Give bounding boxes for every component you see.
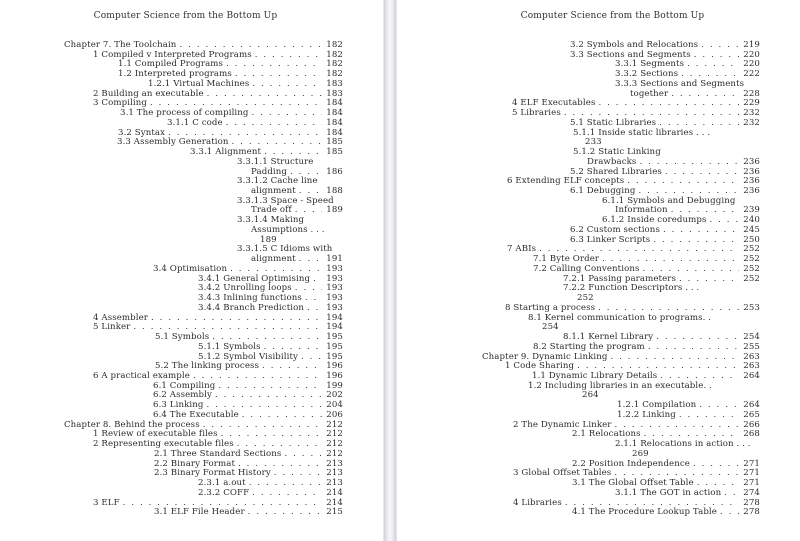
toc-entry-page-number: 254 xyxy=(743,332,760,343)
toc-entry-title: 3.1.1 The GOT in action xyxy=(615,487,722,498)
toc-entry-page-number: 236 xyxy=(743,176,760,187)
page-left xyxy=(0,0,383,541)
toc-entry-page-number: 255 xyxy=(743,341,760,352)
toc-entry-title: alignment xyxy=(251,186,296,197)
toc-entry-title: 8 Starting a process xyxy=(505,302,596,313)
toc-entry-title: 3.3.1.3 Space - Speed xyxy=(237,195,334,206)
toc-entry-title: 1 Review of executable files xyxy=(93,429,218,440)
toc-entry-page-number: 245 xyxy=(743,224,760,235)
toc-entry-title: 6.3 Linking xyxy=(153,400,204,411)
dot-leader xyxy=(215,391,322,401)
toc-entry-title: 8.1 Kernel communication to programs. . xyxy=(528,312,712,323)
toc-entry-page-number: 193 xyxy=(326,263,343,274)
dot-leader xyxy=(226,60,322,70)
toc-entry-page-number: 232 xyxy=(743,108,760,119)
toc-entry-title: 3.2 Syntax xyxy=(118,127,166,138)
toc-entry-title: 7.2 Calling Conventions xyxy=(533,263,640,274)
dot-leader xyxy=(610,353,739,363)
toc-entry-title: 2.2 Position Independence xyxy=(572,458,690,469)
toc-entry-page-number: 263 xyxy=(743,351,760,362)
toc-entry-page-number: 271 xyxy=(743,468,760,479)
toc-entry-page-number: 265 xyxy=(743,409,760,420)
toc-entry-title: 4 ELF Executables xyxy=(512,98,596,109)
toc-entry-title: 5.1.1 Inside static libraries . . . xyxy=(573,127,711,138)
toc-entry-page-number: 184 xyxy=(326,127,343,138)
toc-entry[interactable] xyxy=(482,284,760,294)
toc-entry-title: 4.1 The Procedure Lookup Table xyxy=(572,507,717,518)
toc-entry-title: 3.4.3 Inlining functions xyxy=(198,293,302,304)
toc-entry-title: 6 Extending ELF concepts xyxy=(507,176,625,187)
toc-entry-page-number: 220 xyxy=(743,59,760,70)
toc-entry-page-number: 252 xyxy=(743,263,760,274)
toc-entry-title: 3.3.1 Segments xyxy=(615,59,685,70)
toc-entry-title: 1.1 Dynamic Library Details xyxy=(532,370,658,381)
toc-entry-title: 3 Global Offset Tables xyxy=(513,468,612,479)
toc-entry[interactable] xyxy=(64,391,343,401)
page-right xyxy=(397,0,800,541)
toc-entry[interactable] xyxy=(482,440,760,450)
toc-entry-page-number: 212 xyxy=(326,429,343,440)
toc-entry-page-number: 212 xyxy=(326,448,343,459)
toc-entry[interactable] xyxy=(482,129,760,139)
toc-entry-page-number: 182 xyxy=(326,40,343,50)
toc-entry-title: Padding xyxy=(251,166,288,177)
toc-entry-page-number: 271 xyxy=(743,478,760,489)
toc-entry-page-number: 250 xyxy=(743,234,760,245)
dot-leader xyxy=(262,362,322,372)
dot-leader xyxy=(299,255,323,265)
toc-entry-title: 3.3 Assembly Generation xyxy=(117,137,229,148)
toc-entry-title: 8.1.1 Kernel Library xyxy=(563,332,654,343)
toc-entry-page-number: 268 xyxy=(743,429,760,440)
toc-entry-page-number: 204 xyxy=(326,400,343,411)
toc-entry-page-number: 182 xyxy=(326,69,343,80)
toc-entry-page-number: 184 xyxy=(326,117,343,128)
toc-entry-title: Chapter 7. The Toolchain xyxy=(64,40,177,50)
toc-entry-title: Drawbacks xyxy=(587,156,637,167)
toc-entry-title: 1.2 Including libraries in an executable. . xyxy=(528,380,712,391)
toc-entry-title: 8.2 Starting the program xyxy=(533,341,645,352)
toc-entry-page-number: 182 xyxy=(326,59,343,70)
toc-entry-title: 3.3.1.2 Cache line xyxy=(237,176,318,187)
toc-entry-title: 3 ELF xyxy=(93,497,120,508)
toc-entry-title: 2.3 Binary Format History xyxy=(154,468,271,479)
toc-entry-page-number: 186 xyxy=(326,166,343,177)
toc-entry-title: 2 Building an executable xyxy=(93,88,204,99)
toc-entry-page-number: 215 xyxy=(326,507,343,518)
dot-leader xyxy=(305,294,322,304)
toc-entry-title: 3.1 The process of compiling xyxy=(120,108,249,119)
toc-entry-title: 269 xyxy=(632,448,649,459)
toc-entry-title: 2.1.1 Relocations in action . . . xyxy=(615,439,751,450)
toc-entry-title: 233 xyxy=(585,137,602,148)
toc-entry-page-number: 252 xyxy=(743,244,760,255)
toc-entry-title: 1.2 Interpreted programs xyxy=(118,69,232,80)
toc-entry-page-number: 236 xyxy=(743,186,760,197)
toc-entry-page-number: 193 xyxy=(326,283,343,294)
toc-entry-page-number: 194 xyxy=(326,312,343,323)
toc-entry[interactable] xyxy=(482,508,760,518)
toc-entry-title: 7 ABIs xyxy=(507,244,537,255)
dot-leader xyxy=(648,343,739,353)
toc-entry-title: together xyxy=(630,88,669,99)
toc-entry-page-number: 264 xyxy=(743,370,760,381)
toc-entry-title: 264 xyxy=(582,390,599,401)
toc-entry-title: 2 Representing executable files xyxy=(93,439,234,450)
dot-leader xyxy=(203,421,323,431)
toc-entry-page-number: 189 xyxy=(326,205,343,216)
toc-entry-title: 5.2 The linking process xyxy=(155,361,260,372)
toc-entry-page-number: 240 xyxy=(743,215,760,226)
toc-entry[interactable] xyxy=(64,245,343,255)
toc-entry-title: 5 Linker xyxy=(93,322,131,333)
toc-entry[interactable] xyxy=(64,226,343,236)
toc-entry[interactable] xyxy=(482,80,760,90)
toc-entry-page-number: 213 xyxy=(326,458,343,469)
toc-entry-title: 3 Compiling xyxy=(93,98,147,109)
toc-entry-title: 3.4 Optimisation xyxy=(153,263,228,274)
toc-entry-page-number: 278 xyxy=(743,507,760,518)
toc-entry-title: 6.4 The Executable xyxy=(153,409,239,420)
toc-entry-title: 2.3.2 COFF xyxy=(198,487,250,498)
toc-entry-page-number: 214 xyxy=(326,497,343,508)
toc-entry-title: 6.2 Assembly xyxy=(153,390,212,401)
dot-leader xyxy=(307,304,322,314)
toc-entry-page-number: 212 xyxy=(326,439,343,450)
toc-entry-page-number: 195 xyxy=(326,341,343,352)
dot-leader xyxy=(249,479,323,489)
toc-entry-page-number: 271 xyxy=(743,458,760,469)
dot-leader xyxy=(679,411,739,421)
toc-entry-title: 3.1.1 C code xyxy=(167,117,223,128)
toc-list xyxy=(64,41,343,518)
dot-leader xyxy=(687,60,739,70)
toc-entry-title: 6.2 Custom sections xyxy=(570,224,660,235)
toc-entry-title: 2.1 Three Standard Sections xyxy=(154,448,282,459)
dot-leader xyxy=(694,51,740,61)
toc-entry-title: 4 Assembler xyxy=(93,312,149,323)
toc-entry-title: 1.2.1 Virtual Machines xyxy=(148,78,250,89)
toc-entry-title: 1.2.2 Linking xyxy=(617,409,676,420)
toc-entry-page-number: 185 xyxy=(326,147,343,158)
dot-leader xyxy=(207,90,323,100)
dot-leader xyxy=(255,51,323,61)
dot-leader xyxy=(226,119,323,129)
toc-entry-title: 3.1 ELF File Header xyxy=(154,507,245,518)
dot-leader xyxy=(252,80,322,90)
toc-entry-page-number: 239 xyxy=(743,205,760,216)
toc-entry-page-number: 194 xyxy=(326,322,343,333)
toc-entry-page-number: 253 xyxy=(743,302,760,313)
running-header-left: Computer Science from the Bottom Up xyxy=(93,11,278,21)
toc-entry-page-number: 183 xyxy=(326,88,343,99)
toc-entry-title: 3.3.1 Alignment xyxy=(190,147,262,158)
toc-entry-page-number: 214 xyxy=(326,487,343,498)
toc-entry-title: Assumptions . . . xyxy=(251,224,325,235)
toc-entry-page-number: 252 xyxy=(743,254,760,265)
toc-entry-title: 2.3.1 a.out xyxy=(198,478,246,489)
toc-entry-title: 6.1 Debugging xyxy=(570,186,636,197)
dot-leader xyxy=(665,168,739,178)
toc-entry[interactable] xyxy=(64,177,343,187)
toc-entry-title: 3.3.2 Sections xyxy=(615,69,679,80)
toc-entry-title: 5.1.2 Symbol Visibility xyxy=(198,351,298,362)
toc-entry-page-number: 184 xyxy=(326,98,343,109)
toc-entry[interactable] xyxy=(482,245,760,255)
dot-leader xyxy=(709,216,739,226)
toc-entry-title: 5 Libraries xyxy=(512,108,561,119)
toc-entry[interactable] xyxy=(482,314,760,324)
toc-entry-page-number: 182 xyxy=(326,49,343,60)
toc-entry-page-number: 228 xyxy=(743,88,760,99)
toc-entry-page-number: 185 xyxy=(326,137,343,148)
toc-entry-title: 1.2.1 Compilation xyxy=(617,400,697,411)
toc-entry-page-number: 263 xyxy=(743,361,760,372)
toc-entry-title: 4 Libraries xyxy=(513,497,562,508)
toc-entry-title: 254 xyxy=(542,322,559,333)
toc-entry-title: 2.2 Binary Format xyxy=(154,458,236,469)
toc-entry-page-number: 206 xyxy=(326,409,343,420)
toc-entry-title: 2.1 Relocations xyxy=(572,429,641,440)
toc-entry-title: 7.2.2 Function Descriptors . . . xyxy=(563,283,700,294)
page-divider xyxy=(383,0,397,541)
toc-entry-title: 3.3.1.4 Making xyxy=(237,215,305,226)
toc-entry-title: 3.3.1.5 C Idioms with xyxy=(237,244,333,255)
toc-entry-title: 3.3.3 Sections and Segments xyxy=(615,78,745,89)
toc-entry[interactable] xyxy=(482,382,760,392)
toc-entry[interactable] xyxy=(64,119,343,129)
toc-entry-page-number: 274 xyxy=(743,487,760,498)
dot-leader xyxy=(653,236,739,246)
toc-entry-title: 3.4.4 Branch Prediction xyxy=(198,302,305,313)
toc-entry[interactable] xyxy=(64,158,343,168)
dot-leader xyxy=(720,508,739,518)
toc-entry-page-number: 220 xyxy=(743,49,760,60)
toc-entry-title: 7.1 Byte Order xyxy=(533,254,600,265)
dot-leader xyxy=(274,469,323,479)
toc-entry-page-number: 232 xyxy=(743,117,760,128)
dot-leader xyxy=(248,508,323,518)
toc-entry-page-number: 183 xyxy=(326,78,343,89)
toc-entry-title: 5.1.1 Symbols xyxy=(198,341,261,352)
toc-entry-page-number: 202 xyxy=(326,390,343,401)
toc-entry-page-number: 264 xyxy=(743,400,760,411)
toc-entry-title: Information xyxy=(615,205,668,216)
dot-leader xyxy=(663,226,739,236)
toc-entry[interactable] xyxy=(64,508,343,518)
dot-leader xyxy=(699,401,739,411)
toc-entry-page-number: 196 xyxy=(326,361,343,372)
toc-entry-title: 3.3 Sections and Segments xyxy=(570,49,691,60)
toc-entry-page-number: 252 xyxy=(743,273,760,284)
toc-entry-title: Chapter 8. Behind the process xyxy=(64,419,200,430)
dot-leader xyxy=(724,489,739,499)
dot-leader xyxy=(598,99,739,109)
toc-entry-page-number: 278 xyxy=(743,497,760,508)
toc-entry-page-number: 193 xyxy=(326,293,343,304)
toc-entry-title: Trade off xyxy=(251,205,292,216)
toc-entry-title: 6.1.1 Symbols and Debugging xyxy=(602,195,736,206)
toc-entry[interactable] xyxy=(64,197,343,207)
toc-entry-page-number: 229 xyxy=(743,98,760,109)
running-header-right: Computer Science from the Bottom Up xyxy=(520,11,705,21)
toc-entry-page-number: 199 xyxy=(326,380,343,391)
toc-entry-title: 3.2 Symbols and Relocations xyxy=(570,40,699,50)
toc-entry-title: 1 Compiled v Interpreted Programs xyxy=(93,49,252,60)
toc-entry-title: 3.4.1 General Optimising xyxy=(198,273,311,284)
toc-entry-title: 6.3 Linker Scripts xyxy=(570,234,651,245)
dot-leader xyxy=(656,333,739,343)
toc-entry-title: 5.1 Symbols xyxy=(155,332,210,343)
dot-leader xyxy=(242,411,323,421)
toc-entry-page-number: 236 xyxy=(743,166,760,177)
toc-entry-page-number: 188 xyxy=(326,186,343,197)
toc-list xyxy=(482,41,760,518)
toc-entry-title: 5.2 Shared Libraries xyxy=(570,166,662,177)
toc-entry-title: 7.2.1 Passing parameters xyxy=(563,273,677,284)
dot-leader xyxy=(671,90,739,100)
toc-entry-title: 3.4.2 Unrolling loops xyxy=(198,283,292,294)
toc-entry-page-number: 219 xyxy=(743,40,760,50)
dot-leader xyxy=(693,460,739,470)
toc-entry-title: 5.1.2 Static Linking xyxy=(573,147,661,158)
dot-leader xyxy=(301,353,322,363)
dot-leader xyxy=(313,275,322,285)
toc-entry-page-number: 222 xyxy=(743,69,760,80)
toc-entry-title: 1.1 Compiled Programs xyxy=(118,59,224,70)
toc-entry-page-number: 193 xyxy=(326,302,343,313)
dot-leader xyxy=(701,41,739,51)
toc-entry-title: 6 A practical example xyxy=(93,370,190,381)
toc-entry-page-number: 213 xyxy=(326,478,343,489)
toc-entry-title: 3.3.1.1 Structure xyxy=(237,156,314,167)
toc-entry-page-number: 213 xyxy=(326,468,343,479)
toc-entry-title: 252 xyxy=(577,293,594,304)
toc-entry-page-number: 195 xyxy=(326,332,343,343)
toc-entry-page-number: 196 xyxy=(326,370,343,381)
toc-entry-title: alignment xyxy=(251,254,296,265)
toc-entry-title: 189 xyxy=(260,234,277,245)
toc-entry-page-number: 236 xyxy=(743,156,760,167)
toc-entry-page-number: 193 xyxy=(326,273,343,284)
toc-entry-title: 2 The Dynamic Linker xyxy=(513,419,612,430)
toc-entry-title: 6.1 Compiling xyxy=(153,380,216,391)
toc-entry-page-number: 266 xyxy=(743,419,760,430)
dot-leader xyxy=(221,430,323,440)
dot-leader xyxy=(627,177,739,187)
toc-entry-title: 3.1 The Global Offset Table xyxy=(572,478,694,489)
toc-entry-page-number: 195 xyxy=(326,351,343,362)
toc-entry-page-number: 191 xyxy=(326,254,343,265)
dot-leader xyxy=(252,109,323,119)
dot-leader xyxy=(284,450,322,460)
dot-leader xyxy=(252,489,322,499)
dot-leader xyxy=(218,382,322,392)
toc-entry-title: 1 Code Sharing xyxy=(505,361,575,372)
dot-leader xyxy=(151,314,322,324)
toc-entry-title: 5.1 Static Libraries xyxy=(570,117,657,128)
toc-entry-title: Chapter 9. Dynamic Linking xyxy=(482,351,608,362)
toc-entry-page-number: 212 xyxy=(326,419,343,430)
toc-entry-page-number: 184 xyxy=(326,108,343,119)
toc-entry-title: 6.1.2 Inside coredumps xyxy=(602,215,707,226)
